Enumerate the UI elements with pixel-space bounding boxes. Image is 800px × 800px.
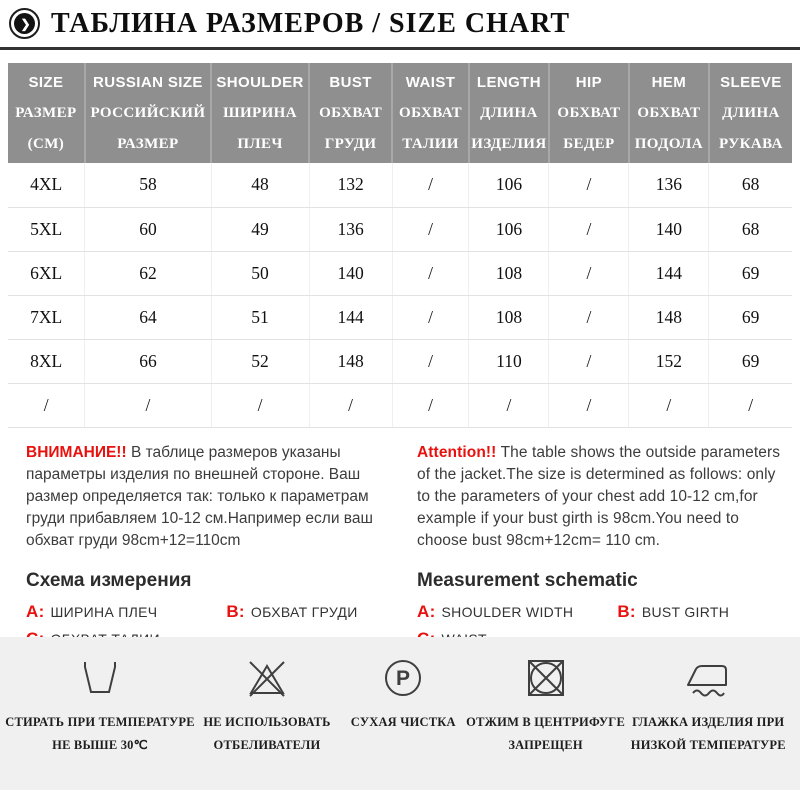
- cell: 5XL: [8, 207, 85, 251]
- cell: /: [309, 383, 392, 427]
- cell: 68: [709, 163, 792, 207]
- column-header-length: LENGTH ДЛИНА ИЗДЕЛИЯ: [469, 63, 549, 163]
- wash-tub-30-icon: [76, 654, 124, 702]
- column-header-hem: HEM ОБХВАТ ПОДОЛА: [629, 63, 709, 163]
- cell: /: [549, 383, 629, 427]
- dry-clean-p-icon: [379, 654, 427, 702]
- cell: /: [549, 251, 629, 295]
- no-spin-icon: [522, 654, 570, 702]
- size-table: [8, 63, 792, 428]
- note-english: [417, 442, 788, 649]
- care-caption: НЕ ИСПОЛЬЗОВАТЬ ОТБЕЛИВАТЕЛИ: [203, 715, 331, 753]
- cell: 64: [85, 295, 211, 339]
- cell: /: [392, 163, 469, 207]
- table-row-5xl: [8, 207, 792, 251]
- table-row-4xl: [8, 163, 792, 207]
- care-caption: СТИРАТЬ ПРИ ТЕМПЕРАТУРЕ НЕ ВЫШЕ 30℃: [5, 715, 195, 753]
- column-header-russian-size: RUSSIAN SIZE РОССИЙСКИЙ РАЗМЕР: [85, 63, 211, 163]
- cell: 148: [309, 339, 392, 383]
- care-item-no-spin: [467, 654, 625, 790]
- column-header-waist: WAIST ОБХВАТ ТАЛИИ: [392, 63, 469, 163]
- page-title: ТАБЛИНА РАЗМЕРОВ / SIZE CHART: [51, 7, 571, 39]
- legend-item-a-en: A: SHOULDER WIDTH: [417, 601, 574, 621]
- cell: 106: [469, 207, 549, 251]
- cell: 68: [709, 207, 792, 251]
- table-row-empty: [8, 383, 792, 427]
- cell: 52: [211, 339, 309, 383]
- cell: 7XL: [8, 295, 85, 339]
- cell: /: [392, 295, 469, 339]
- cell: 140: [309, 251, 392, 295]
- column-header-hip: HIP ОБХВАТ БЕДЕР: [549, 63, 629, 163]
- notes-section: [0, 428, 800, 649]
- column-header-shoulder: SHOULDER ШИРИНА ПЛЕЧ: [211, 63, 309, 163]
- cell: 144: [309, 295, 392, 339]
- care-item-wash: [6, 654, 194, 790]
- cell: 106: [469, 163, 549, 207]
- cell: 140: [629, 207, 709, 251]
- cell: /: [629, 383, 709, 427]
- cell: /: [392, 383, 469, 427]
- column-header-size: SIZE РАЗМЕР (СМ): [8, 63, 85, 163]
- cell: /: [392, 207, 469, 251]
- cell: /: [392, 251, 469, 295]
- no-bleach-icon: [243, 654, 291, 702]
- cell: 136: [629, 163, 709, 207]
- care-instructions-band: [0, 637, 800, 790]
- cell: 6XL: [8, 251, 85, 295]
- cell: /: [549, 339, 629, 383]
- cell: 66: [85, 339, 211, 383]
- cell: 110: [469, 339, 549, 383]
- cell: /: [211, 383, 309, 427]
- warning-text-en: The table shows the outside parameters of the jacket.The size is determined as follows: only to the parameters of your chest add 10-12 cm,for example if your bust girth is 98cm.You need to choose bust 98cm+12cm= 110 cm.: [417, 443, 781, 549]
- cell: 58: [85, 163, 211, 207]
- arrow-glyph: ❯: [14, 13, 35, 34]
- care-item-dry-clean: [340, 654, 467, 790]
- care-caption: СУХАЯ ЧИСТКА: [350, 715, 456, 729]
- title-divider: [0, 47, 800, 50]
- cell: 48: [211, 163, 309, 207]
- warning-text-ru: В таблице размеров указаны параметры изделия по внешней стороне. Ваш размер определяется так: только к параметрам груди прибавляем 10-12 см.Например если ваш обхват груди 98cm+12=110cm: [26, 443, 373, 549]
- schematic-heading-ru: Схема измерения: [26, 569, 192, 591]
- cell: 132: [309, 163, 392, 207]
- cell: 4XL: [8, 163, 85, 207]
- cell: 152: [629, 339, 709, 383]
- cell: 144: [629, 251, 709, 295]
- warning-label-en: Attention!!: [417, 443, 497, 461]
- legend-item-b-ru: B: ОБХВАТ ГРУДИ: [226, 601, 358, 621]
- column-header-bust: BUST ОБХВАТ ГРУДИ: [309, 63, 392, 163]
- legend-item-a-ru: A: ШИРИНА ПЛЕЧ: [26, 601, 158, 621]
- care-item-no-bleach: [194, 654, 340, 790]
- cell: 136: [309, 207, 392, 251]
- cell: 8XL: [8, 339, 85, 383]
- warning-paragraph-ru: [26, 442, 397, 556]
- cell: 69: [709, 295, 792, 339]
- note-russian: [26, 442, 397, 649]
- cell: 108: [469, 295, 549, 339]
- iron-low-temp-icon: [684, 654, 732, 702]
- cell: 60: [85, 207, 211, 251]
- schematic-heading-en: Measurement schematic: [417, 569, 638, 591]
- table-row-6xl: [8, 251, 792, 295]
- care-caption: ОТЖИМ В ЦЕНТРИФУГЕ ЗАПРЕЩЕН: [466, 715, 625, 753]
- cell: 148: [629, 295, 709, 339]
- cell: /: [469, 383, 549, 427]
- cell: /: [8, 383, 85, 427]
- legend-item-b-en: B: BUST GIRTH: [617, 601, 730, 621]
- cell: /: [549, 163, 629, 207]
- svg-text:P: P: [396, 667, 411, 690]
- warning-paragraph-en: [417, 442, 788, 556]
- circled-right-arrow-icon: [9, 8, 40, 39]
- column-header-sleeve: SLEEVE ДЛИНА РУКАВА: [709, 63, 792, 163]
- cell: 51: [211, 295, 309, 339]
- cell: 69: [709, 251, 792, 295]
- cell: /: [549, 207, 629, 251]
- size-table-header-row: [8, 63, 792, 163]
- table-row-7xl: [8, 295, 792, 339]
- cell: /: [85, 383, 211, 427]
- cell: /: [709, 383, 792, 427]
- cell: /: [549, 295, 629, 339]
- warning-label-ru: ВНИМАНИЕ!!: [26, 443, 127, 461]
- cell: 49: [211, 207, 309, 251]
- table-row-8xl: [8, 339, 792, 383]
- cell: /: [392, 339, 469, 383]
- care-item-iron-low: [625, 654, 792, 790]
- cell: 62: [85, 251, 211, 295]
- cell: 50: [211, 251, 309, 295]
- page-header: [0, 0, 800, 47]
- cell: 108: [469, 251, 549, 295]
- cell: 69: [709, 339, 792, 383]
- care-caption: ГЛАЖКА ИЗДЕЛИЯ ПРИ НИЗКОЙ ТЕМПЕРАТУРЕ: [630, 715, 786, 753]
